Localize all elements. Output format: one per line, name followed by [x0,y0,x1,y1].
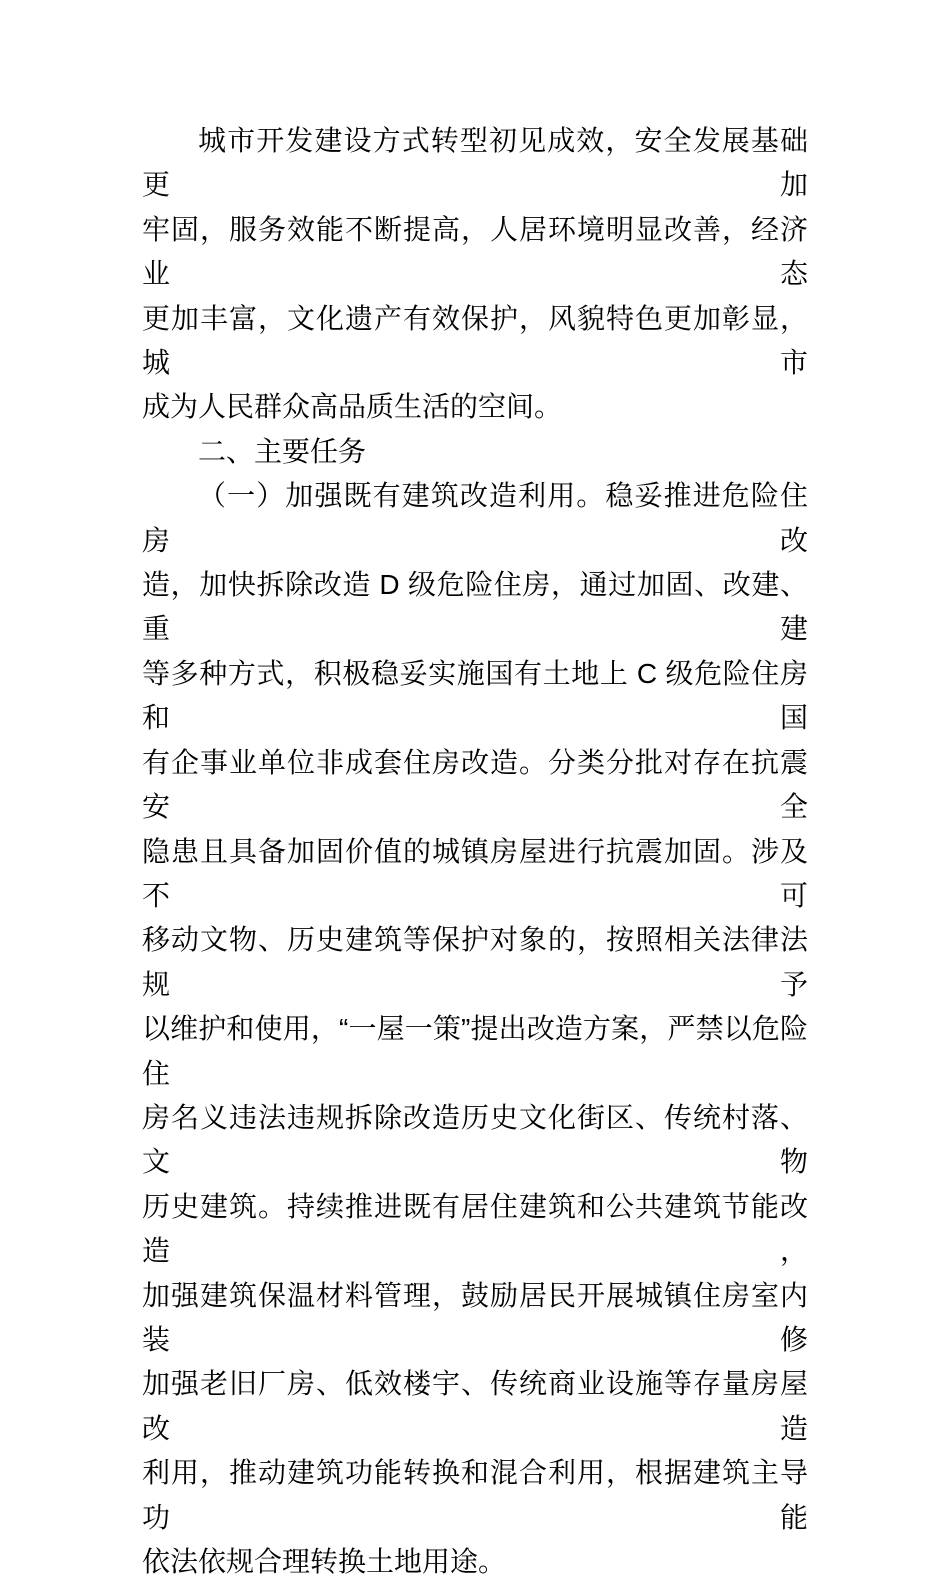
text-line: 依法依规合理转换土地用途。 [142,1546,507,1577]
text-line: 等多种方式，积极稳妥实施国有土地上 C 级危险住房和国 [142,657,808,734]
text-line: 利用，推动建筑功能转换和混合利用，根据建筑主导功能 [142,1457,808,1533]
text-line: 二、主要任务 [198,435,367,467]
text-line: 历史建筑。持续推进既有居住建筑和公共建筑节能改造， [142,1190,808,1267]
text-line: 移动文物、历史建筑等保护对象的，按照相关法律法规予 [142,924,808,1000]
text-line: 更加丰富，文化遗产有效保护，风貌特色更加彰显，城市 [142,302,808,379]
text-line: 房名义违法违规拆除改造历史文化街区、传统村落、文物 [142,1101,808,1178]
section-heading [142,430,808,474]
body-paragraph [142,474,808,1584]
body-paragraph [142,119,808,430]
text-line: 牢固，服务效能不断提高，人居环境明显改善，经济业态 [142,213,808,290]
text-line: 城市开发建设方式转型初见成效，安全发展基础更加 [142,125,808,201]
text-line: 隐患且具备加固价值的城镇房屋进行抗震加固。涉及不可 [142,835,808,911]
document-body [142,119,808,1584]
text-line: 加强老旧厂房、低效楼宇、传统商业设施等存量房屋改造 [142,1368,808,1444]
text-line: 有企事业单位非成套住房改造。分类分批对存在抗震安全 [142,746,808,823]
text-line: （一）加强既有建筑改造利用。稳妥推进危险住房改 [142,480,808,556]
text-line: 加强建筑保温材料管理，鼓励居民开展城镇住房室内装修 [142,1279,808,1355]
text-line: 成为人民群众高品质生活的空间。 [142,391,563,423]
text-line: 造，加快拆除改造 D 级危险住房，通过加固、改建、重建 [142,569,808,645]
text-line: 以维护和使用，“一屋一策”提出改造方案，严禁以危险住 [142,1013,808,1089]
